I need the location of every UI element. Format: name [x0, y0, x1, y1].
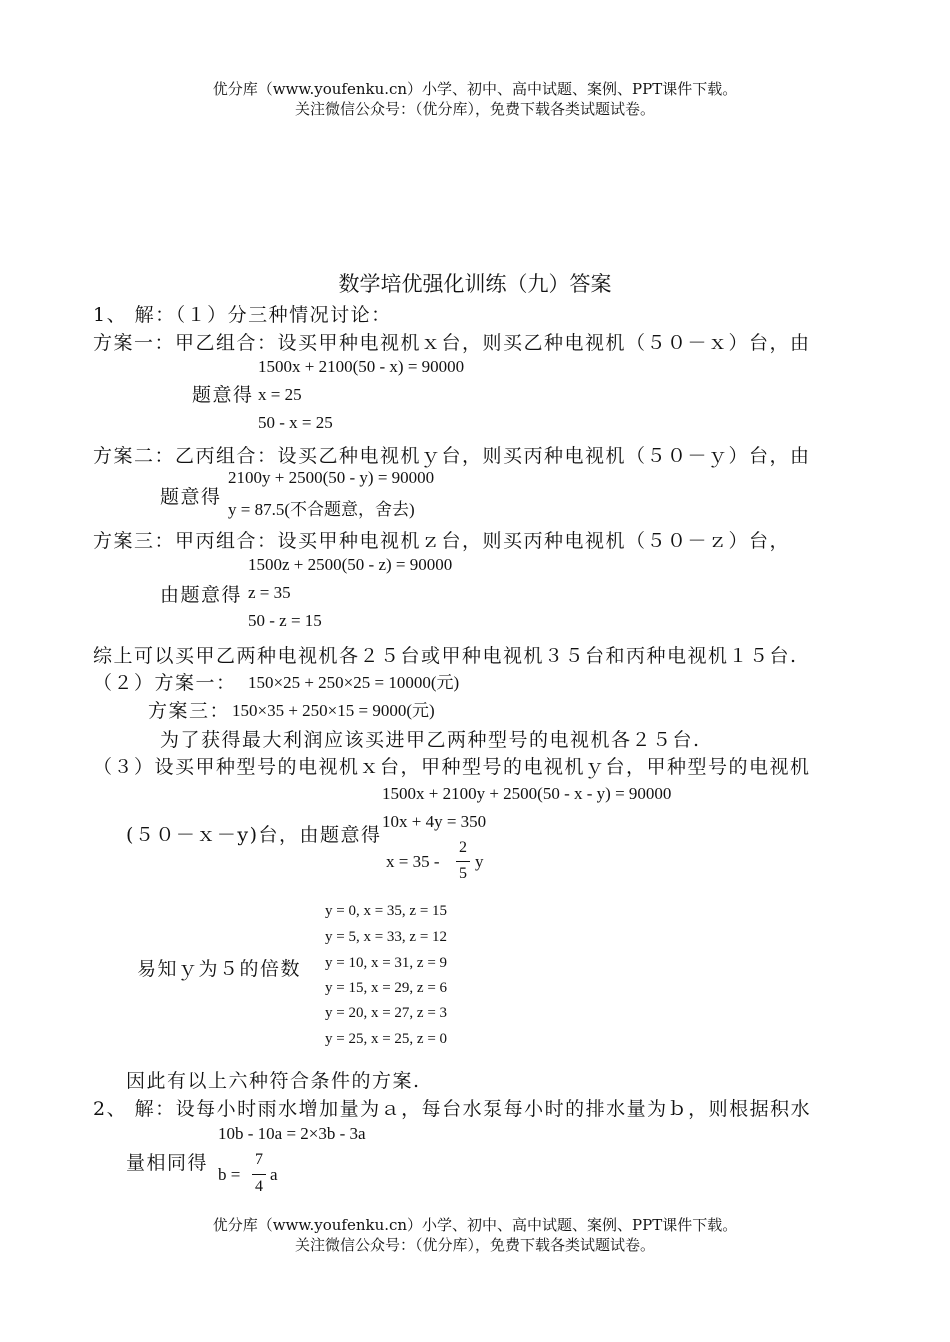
q2-frac-den: 4	[255, 1178, 263, 1195]
part2-calc2: 150×35 + 250×15 = 9000(元)	[232, 701, 435, 720]
plan3-eq1: 1500z + 2500(50 - z) = 90000	[248, 555, 453, 574]
solution-row: y = 0, x = 35, z = 15	[325, 903, 448, 919]
part3-eq1: 1500x + 2100y + 2500(50 - x - y) = 90000	[382, 784, 672, 803]
q2-label: 量相同得	[126, 1152, 209, 1174]
part3-eq2: 10x + 4y = 350	[382, 812, 487, 831]
header-line-2: 关注微信公众号：（优分库），免费下载各类试题试卷。	[294, 100, 655, 118]
solution-row: y = 10, x = 31, z = 9	[325, 955, 448, 971]
q1-intro: 1、 解：（１）分三种情况讨论：	[93, 304, 392, 326]
solution-row: y = 5, x = 33, z = 12	[325, 929, 448, 945]
part2-label1: （２）方案一：	[93, 672, 237, 694]
plan2-eq2: y = 87.5(不合题意，舍去)	[228, 500, 415, 519]
solution-row: y = 25, x = 25, z = 0	[325, 1031, 448, 1047]
plan3-eq3: 50 - z = 15	[248, 611, 322, 630]
part3-eq3-left: x = 35 -	[386, 852, 440, 871]
q2-frac-num: 7	[255, 1151, 263, 1168]
plan1-label: 题意得	[192, 384, 254, 406]
part3-frac-den: 5	[459, 865, 467, 882]
part2-calc1: 150×25 + 250×25 = 10000(元)	[248, 673, 460, 692]
solution-row: y = 15, x = 29, z = 6	[325, 980, 448, 996]
plan2-text: 方案二：乙丙组合：设买乙种电视机ｙ台，则买丙种电视机（５０－ｙ）台，由	[93, 445, 811, 467]
plan1-text: 方案一：甲乙组合：设买甲种电视机ｘ台，则买乙种电视机（５０－ｘ）台，由	[93, 332, 811, 354]
header-line-1: 优分库（www.youfenku.cn）小学、初中、高中试题、案例、PPT课件下载。	[212, 80, 738, 98]
part2-conclusion: 为了获得最大利润应该买进甲乙两种型号的电视机各２５台.	[160, 729, 701, 751]
plan1-eq2: x = 25	[258, 385, 302, 404]
part3-conclusion: 因此有以上六种符合条件的方案.	[126, 1070, 421, 1092]
plan1-eq1: 1500x + 2100(50 - x) = 90000	[258, 357, 465, 376]
page-title: 数学培优强化训练（九）答案	[338, 272, 612, 296]
solution-row: y = 20, x = 27, z = 3	[325, 1005, 448, 1021]
plan3-text: 方案三：甲丙组合：设买甲种电视机ｚ台，则买丙种电视机（５０－ｚ）台，	[93, 530, 791, 552]
part3-text: （３）设买甲种型号的电视机ｘ台，甲种型号的电视机ｙ台，甲种型号的电视机	[93, 756, 811, 778]
q2-eq1: 10b - 10a = 2×3b - 3a	[218, 1124, 366, 1143]
plan2-label: 题意得	[160, 486, 222, 508]
footer-line-1: 优分库（www.youfenku.cn）小学、初中、高中试题、案例、PPT课件下载。	[212, 1216, 738, 1234]
part3-frac-bar	[456, 861, 470, 862]
part3-label: (５０－ｘ－y)台，由题意得	[126, 824, 382, 846]
part3-note: 易知ｙ为５的倍数	[137, 958, 302, 980]
plan2-eq1: 2100y + 2500(50 - y) = 90000	[228, 468, 435, 487]
q1-summary: 综上可以买甲乙两种电视机各２５台或甲种电视机３５台和丙种电视机１５台.	[93, 645, 798, 667]
q2-text: 2、 解：设每小时雨水增加量为ａ，每台水泵每小时的排水量为ｂ，则根据积水	[93, 1098, 812, 1120]
part3-eq3-var: y	[475, 852, 484, 871]
q2-eq2-var: a	[270, 1165, 278, 1184]
plan1-eq3: 50 - x = 25	[258, 413, 333, 432]
part3-frac-num: 2	[459, 839, 467, 856]
q2-eq2-left: b =	[218, 1165, 241, 1184]
footer-line-2: 关注微信公众号：（优分库），免费下载各类试题试卷。	[294, 1236, 655, 1254]
q2-frac-bar	[252, 1174, 266, 1175]
plan3-eq2: z = 35	[248, 583, 291, 602]
part2-label2: 方案三：	[148, 700, 231, 722]
plan3-label: 由题意得	[160, 584, 243, 606]
